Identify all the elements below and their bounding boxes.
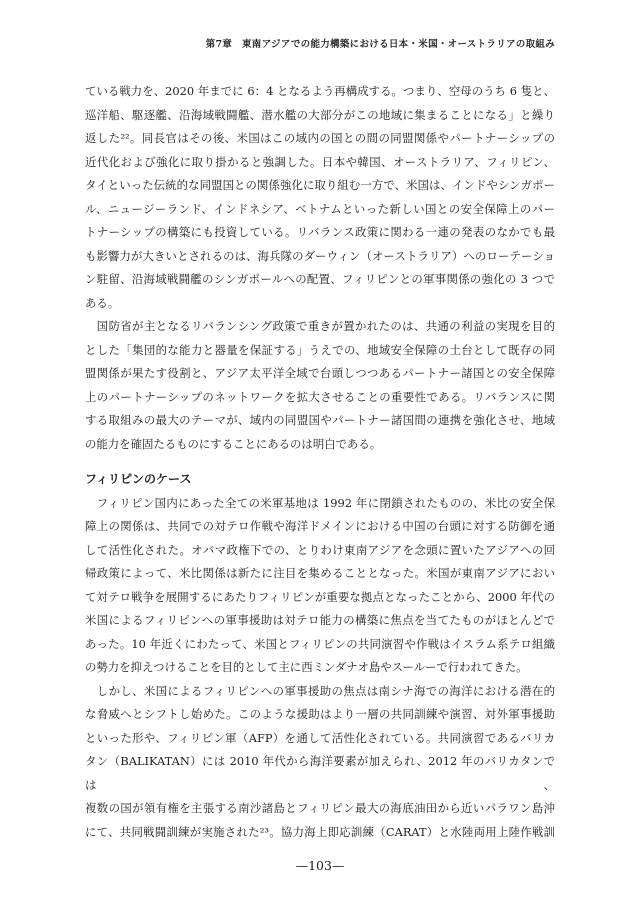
page-number: —103— [295,858,345,873]
text-line: 近代化および強化に取り掛かると強調した。日本や韓国、オーストラリア、フィリピン、 [85,154,555,169]
text-line: トナーシップの構築にも投資している。リバランス政策に関わる一連の発表のなかでも最 [85,225,555,239]
text-line: の勢力を抑えつけることを目的として主に西ミンダナオ島やスールーで行われてきた。 [85,660,528,674]
text-line: ある。 [85,295,120,310]
text-line: 米国によるフィリピンへの軍事援助は対テロ能力の構築に焦点を当てたものがほとんどで [85,613,555,627]
text-line: フィリピンのケース [85,472,192,486]
text-line: フィリピン国内にあった全ての米軍基地は 1992 年に閉鎖されたものの、米比の安全保 [85,495,555,510]
text-line: あった。10 年近くにわたって、米国とフィリピンの共同演習や作戦はイスラム系テロ組織 [85,636,555,651]
text-line: しかし、米国によるフィリピンへの軍事援助の焦点は南シナ海での海洋における潜在的 [85,683,555,698]
text-line: の能力を確固たるものにすることにあるのは明白である。 [85,436,382,451]
text-line: 障上の関係は、共同での対テロ作戦や海洋ドメインにおける中国の台頭に対する防御を通 [85,519,555,533]
text-line: ン駐留、沿海域戦闘艦のシンガポールへの配置、フィリピンとの軍事関係の強化の 3 つで [85,272,555,286]
text-line: にて、共同戦闘訓練が実施された²³。協力海上即応訓練（CARAT）と水陸両用上陸作戦訓 [85,824,555,839]
running-header: 第7章 東南アジアでの能力構築における日本・米国・オーストラリアの取組み [205,39,555,50]
text-line: 巡洋船、駆逐艦、沿海域戦闘艦、潜水艦の大部分がこの地域に集まることになる」と繰り [85,107,555,122]
text-line: する取組みの最大のテーマが、域内の同盟国やパートナー諸国間の連携を強化させ、地域 [85,413,555,427]
text-line: 複数の国が領有権を主張する南沙諸島とフィリピン最大の海底油田から近いパラワン島沖 [85,801,555,815]
text-line: とした「集団的な能力と器量を保証する」うえでの、地域安全保障の土台として既存の同 [85,342,555,357]
text-line: 盟関係が果たす役割と、アジア太平洋全域で台頭しつつあるパートナー諸国との安全保障 [85,366,555,380]
paragraph [85,80,555,315]
text-line: ル、ニュージーランド、インドネシア、ベトナムといった新しい国との安全保障上のパー [85,201,555,216]
paragraph [85,680,555,845]
text-line: タイといった伝統的な同盟国との関係強化に取り組む一方で、米国は、インドやシンガポー [85,178,555,192]
text-line: な脅威へとシフトし始めた。このような援助はより一層の共同訓練や演習、対外軍事援助 [85,707,555,721]
text-line: 返した²²。同長官はその後、米国はこの域内の国との間の同盟関係やパートナーシップの [85,131,555,145]
section-heading [85,468,555,492]
text-line: 帰政策によって、米比関係は新たに注目を集めることとなった。米国が東南アジアにおい [85,566,555,580]
text-line: 国防省が主となるリバランシング政策で重きが置かれたのは、共通の利益の実現を目的 [85,319,555,333]
page-body [85,80,555,844]
text-line: て対テロ戦争を展開するにあたりフィリピンが重要な拠点となったことから、2000 年代の [85,589,555,604]
text-line: も影響力が大きいとされるのは、海兵隊のダーウィン（オーストラリア）へのローテーショ [85,248,555,263]
text-line: 上のパートナーシップのネットワークを拡大させることの重要性である。リバランスに関 [85,389,555,404]
text-line: ている戦力を、2020 年までに 6：4 となるよう再構成する。つまり、空母のうち 6 隻と、 [85,84,555,98]
text-line: タン（BALIKATAN）には 2010 年代から海洋要素が加えられ、2012 年のバリカタンでは、 [85,754,555,792]
text-line: といった形や、フィリピン軍（AFP）を通して活性化されている。共同演習であるバリカ [85,730,555,745]
text-line: して活性化された。オバマ政権下での、とりわけ東南アジアを念頭に置いたアジアへの回 [85,542,555,557]
paragraph [85,315,555,456]
paragraph [85,492,555,680]
